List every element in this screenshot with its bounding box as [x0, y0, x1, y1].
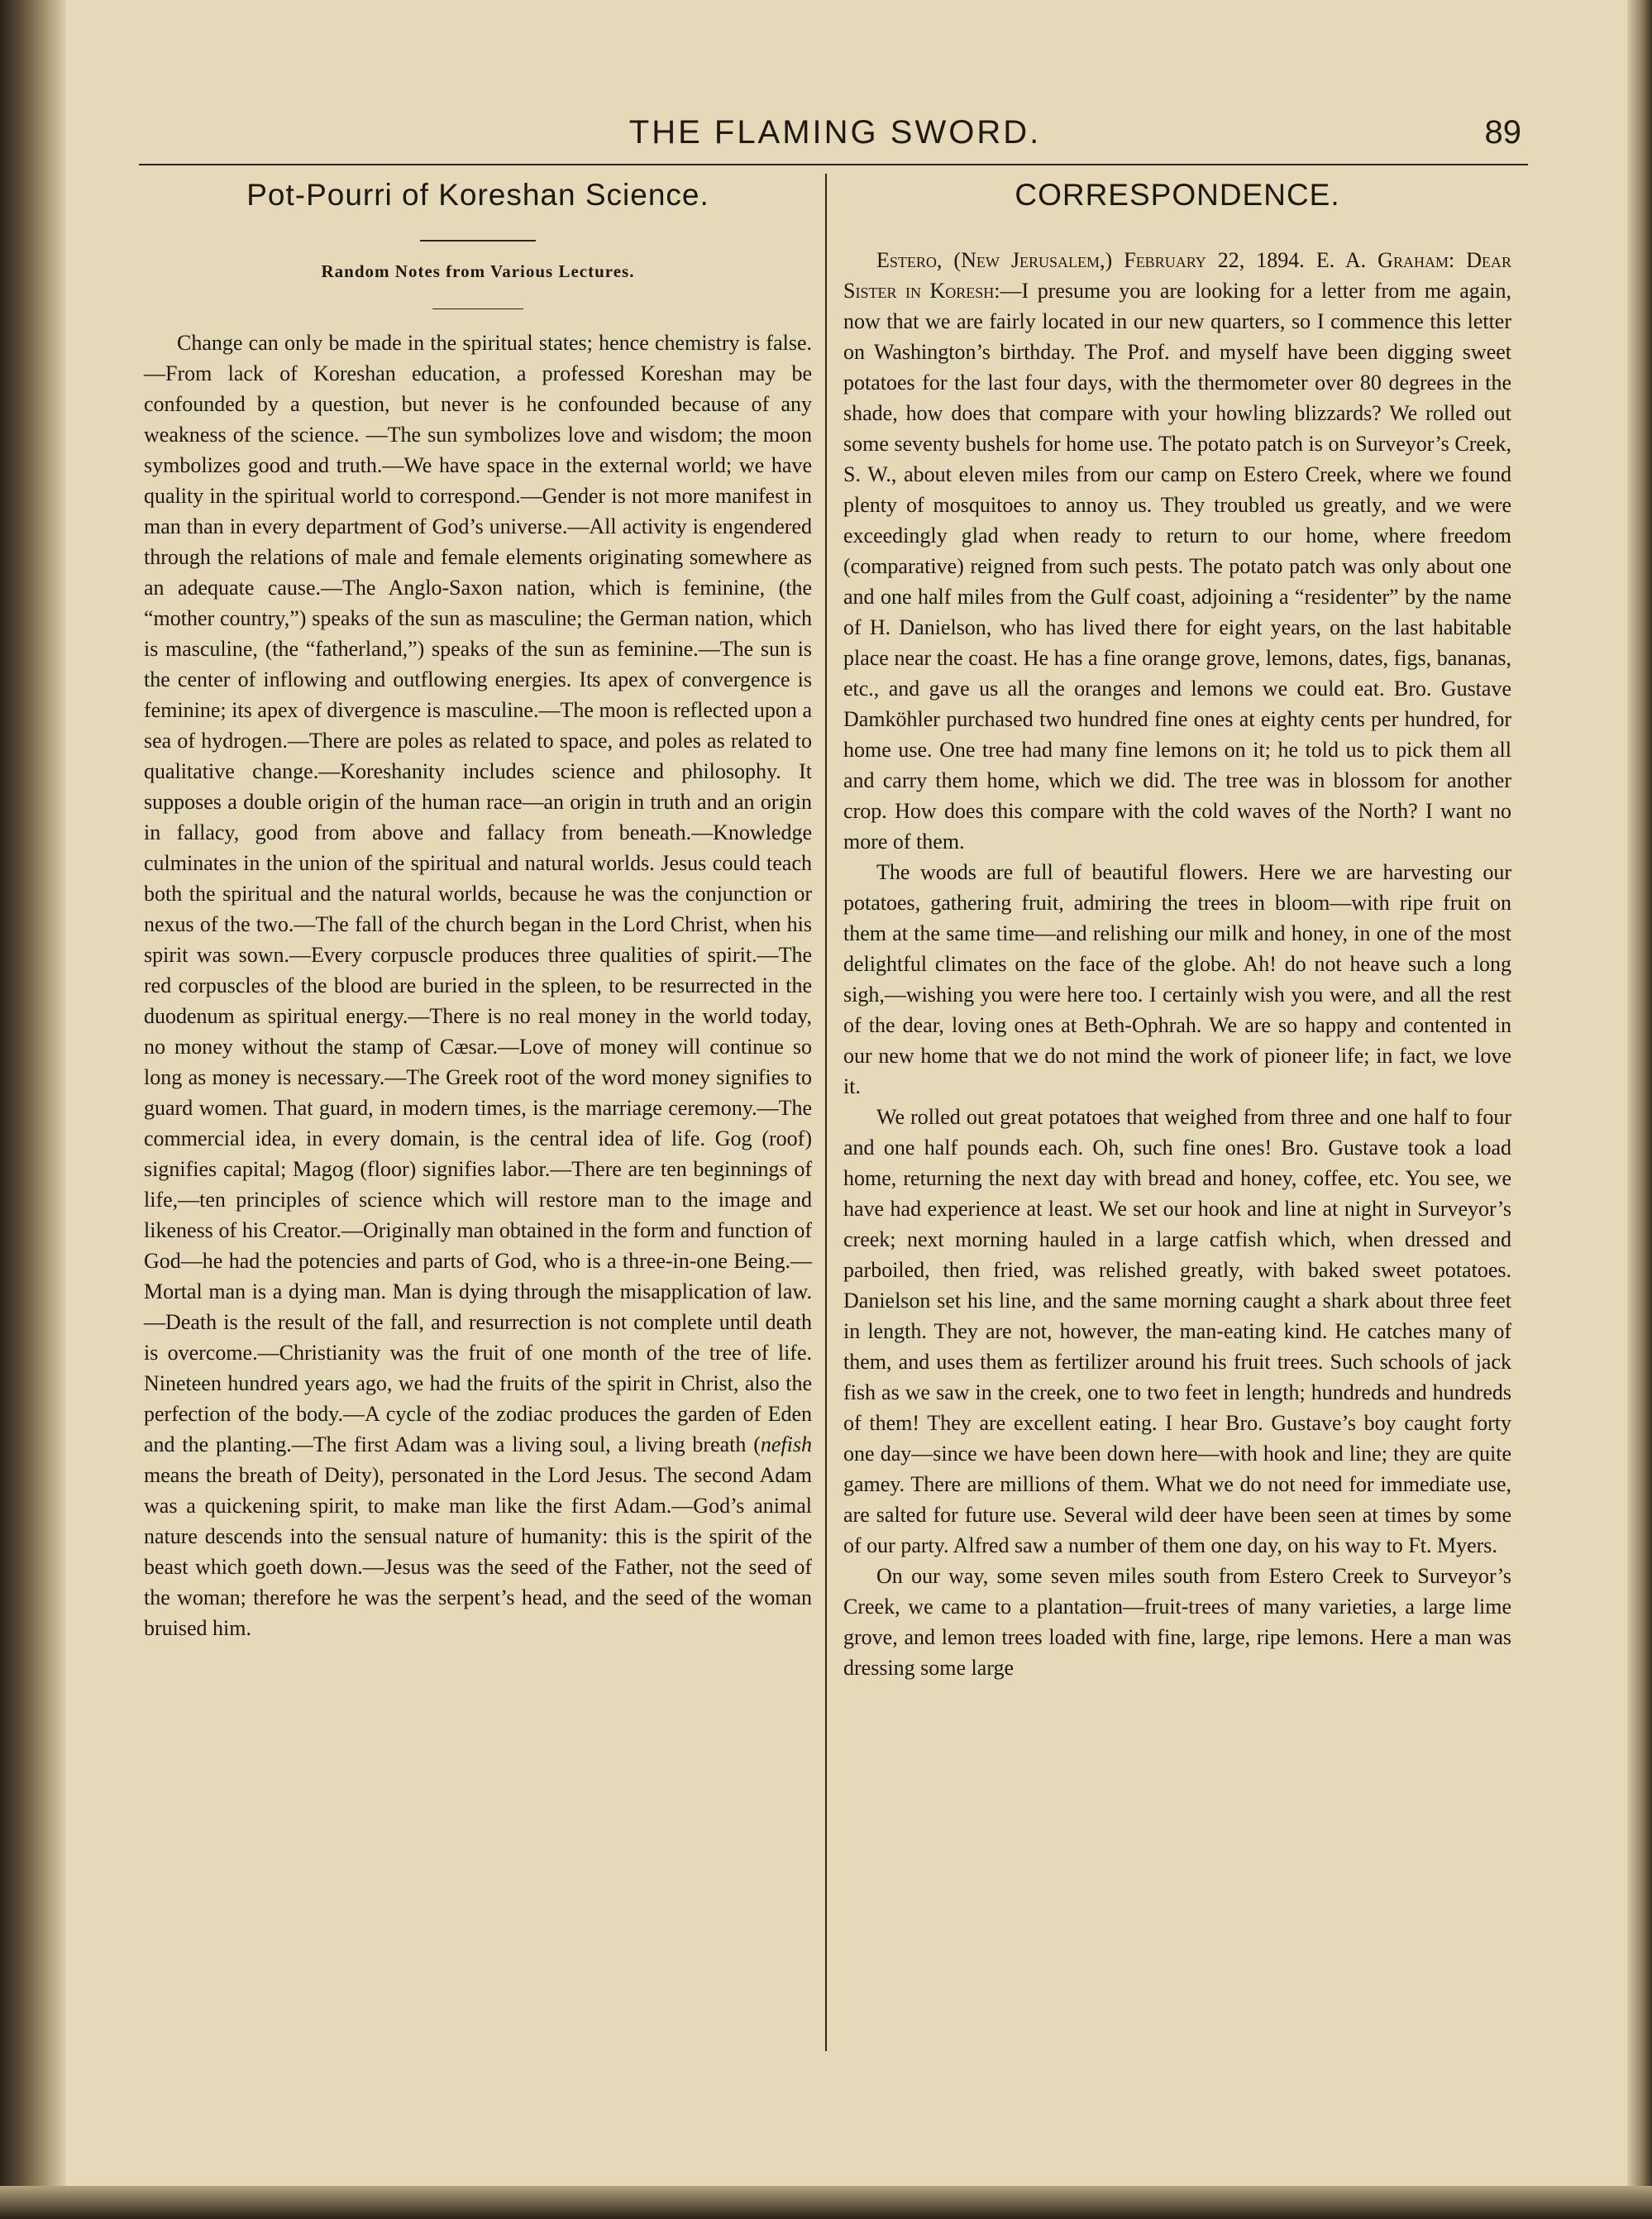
- article-title: Pot-Pourri of Koreshan Science.: [246, 178, 709, 212]
- title-rule: [420, 240, 536, 242]
- article-body-part-a: Change can only be made in the spiritual states; hence chemistry is false.—From lack of Koreshan education, a professed Koreshan may be confounded by a question, but never is he confounded because of any weakness of the science. —The sun symbolizes love and wisdom; the moon symbolizes good and truth.—We have space in the external world; we have quality in the spiritual world to correspond.—Gender is not more manifest in man than in every department of God’s universe.—All activity is engendered through the relations of male and female elements originating somewhere as an adequate cause.—The Anglo-Saxon nation, which is feminine, (the “mother country,”) speaks of the sun as masculine; the German nation, which is masculine, (the “fatherland,”) speaks of the sun as feminine.—The sun is the center of inflowing and outflowing energies. Its apex of convergence is feminine; its apex of divergence is masculine.—The moon is reflected upon a sea of hydrogen.—There are poles as related to space, and poles as related to qualitative change.—Koreshanity includes science and philosophy. It supposes a double origin of the human race—an origin in truth and an origin in fallacy, good from above and fallacy from beneath.—Knowledge culminates in the union of the spiritual and natural worlds. Jesus could teach both the spiritual and the natural worlds, because he was the conjunction or nexus of the two.—The fall of the church began in the Lord Christ, when his spirit was sown.—Every corpuscle produces three qualities of spirit.—The red corpuscles of the blood are buried in the spleen, to be resurrected in the duodenum as spiritual energy.—There is no real money in the world today, no money without the stamp of Cæsar.—Love of money will continue so long as money is necessary.—The Greek root of the word money signifies to guard women. That guard, in modern times, is the marriage ceremony.—The commercial idea, in every domain, is the central idea of life. Gog (roof) signifies capital; Magog (floor) signifies labor.—There are ten beginnings of life,—ten principles of science which will restore man to the image and likeness of his Creator.—Originally man obtained in the form and function of God—he had the potencies and parts of God, who is a three-in-one Being.—Mortal man is a dying man. Man is dying through the misapplication of law.—Death is the result of the fall, and resurrection is not complete until death is overcome.—Christianity was the fruit of one month of the tree of life. Nineteen hundred years ago, we had the fruits of the spirit in Christ, also the perfection of the body.—A cycle of the zodiac produces the garden of Eden and the planting.—The first Adam was a living soul, a living breath (: [144, 331, 812, 1456]
- journal-title: THE FLAMING SWORD.: [628, 114, 1042, 151]
- article-subtitle: Random Notes from Various Lectures.: [321, 261, 635, 281]
- running-head: [149, 114, 1521, 164]
- article-body-italic: nefish: [760, 1432, 812, 1456]
- page-number: 89: [1484, 114, 1521, 151]
- page-bottom-edge: [0, 2186, 1652, 2219]
- article-body: [144, 328, 812, 1643]
- letter-paragraph-3: We rolled out great potatoes that weighed from three and one half to four and one half pounds each. Oh, such fine ones! Bro. Gustave took a load home, returning the next day with bread and honey, coffee, etc. You see, we have had experience at least. We set our hook and line at night in Surveyor’s creek; next morning hauled in a large catfish which, when dressed and parboiled, then fried, was relished greatly, with baked sweet potatoes. Danielson set his line, and the same morning caught a shark about three feet in length. They are not, however, the man-eating kind. He catches many of them, and uses them as fertilizer around his fruit trees. Such schools of jack fish as we saw in the creek, one to two feet in length; hundreds and hundreds of them! They are excellent eating. I hear Bro. Gustave’s boy caught forty one day—since we have been down here—with hook and line; they are quite gamey. There are millions of them. What we do not need for immediate use, are salted for future use. Several wild deer have been seen at times by some of our party. Alfred saw a number of them one day, on his way to Ft. Myers.: [843, 1105, 1511, 1557]
- letter-dateline: Estero, (New Jerusalem,) February 22, 1894. E. A. Graham: Dear Sister in Koresh:: [843, 248, 1511, 303]
- right-column: [843, 175, 1511, 1683]
- letter-text-1: —I presume you are looking for a letter from me again, now that we are fairly located in our new quarters, so I commence this letter on Washington’s birthday. The Prof. and myself have been digging sweet potatoes for the last four days, with the thermometer over 80 degrees in the shade, how does that compare with your howling blizzards? We rolled out some seventy bushels for home use. The potato patch is on Surveyor’s Creek, S. W., about eleven miles from our camp on Estero Creek, where we found plenty of mosquitoes to annoy us. They troubled us greatly, and we were exceedingly glad when ready to return to our home, where freedom (comparative) reigned from such pests. The potato patch was only about one and one half miles from the Gulf coast, adjoining a “residenter” by the name of H. Danielson, who has lived there for eight years, on the last habitable place near the coast. He has a fine orange grove, lemons, dates, figs, bananas, etc., and gave us all the oranges and lemons we could eat. Bro. Gustave Damköhler purchased two hundred fine ones at eighty cents per hundred, for home use. One tree had many fine lemons on it; he told us to pick them all and carry them home, which we did. The tree was in blossom for another crop. How does this compare with the cold waves of the North? I want no more of them.: [843, 279, 1512, 854]
- letter-paragraph-2: The woods are full of beautiful flowers. Here we are harvesting our potatoes, gathering fruit, admiring the trees in bloom—with ripe fruit on them at the same time—and relishing our milk and honey, in one of the most delightful climates on the face of the globe. Ah! do not heave such a long sigh,—wishing you were here too. I certainly wish you were, and all the rest of the dear, loving ones at Beth-Ophrah. We are so happy and contented in our new home that we do not mind the work of pioneer life; in fact, we love it.: [843, 860, 1511, 1098]
- letter-paragraph-1: [843, 245, 1511, 857]
- header-rule: [139, 164, 1528, 165]
- article-body-part-b: means the breath of Deity), personated in the Lord Jesus. The second Adam was a quickening spirit, to make man like the first Adam.—God’s animal nature descends into the sensual nature of humanity: this is the spirit of the beast which goeth down.—Jesus was the seed of the Father, not the seed of the woman; therefore he was the serpent’s head, and the seed of the woman bruised him.: [144, 1463, 812, 1640]
- column-divider: [825, 174, 827, 2051]
- subtitle-rule: [432, 308, 523, 309]
- left-column: [144, 175, 812, 1643]
- letter-paragraph-4: On our way, some seven miles south from Estero Creek to Surveyor’s Creek, we came to a plantation—fruit-trees of many varieties, a large lime grove, and lemon trees loaded with fine, large, ripe lemons. Here a man was dressing some large: [843, 1564, 1511, 1680]
- binding-gutter: [0, 0, 66, 2219]
- correspondence-title: CORRESPONDENCE.: [1015, 178, 1340, 212]
- page-edge: [1627, 0, 1652, 2219]
